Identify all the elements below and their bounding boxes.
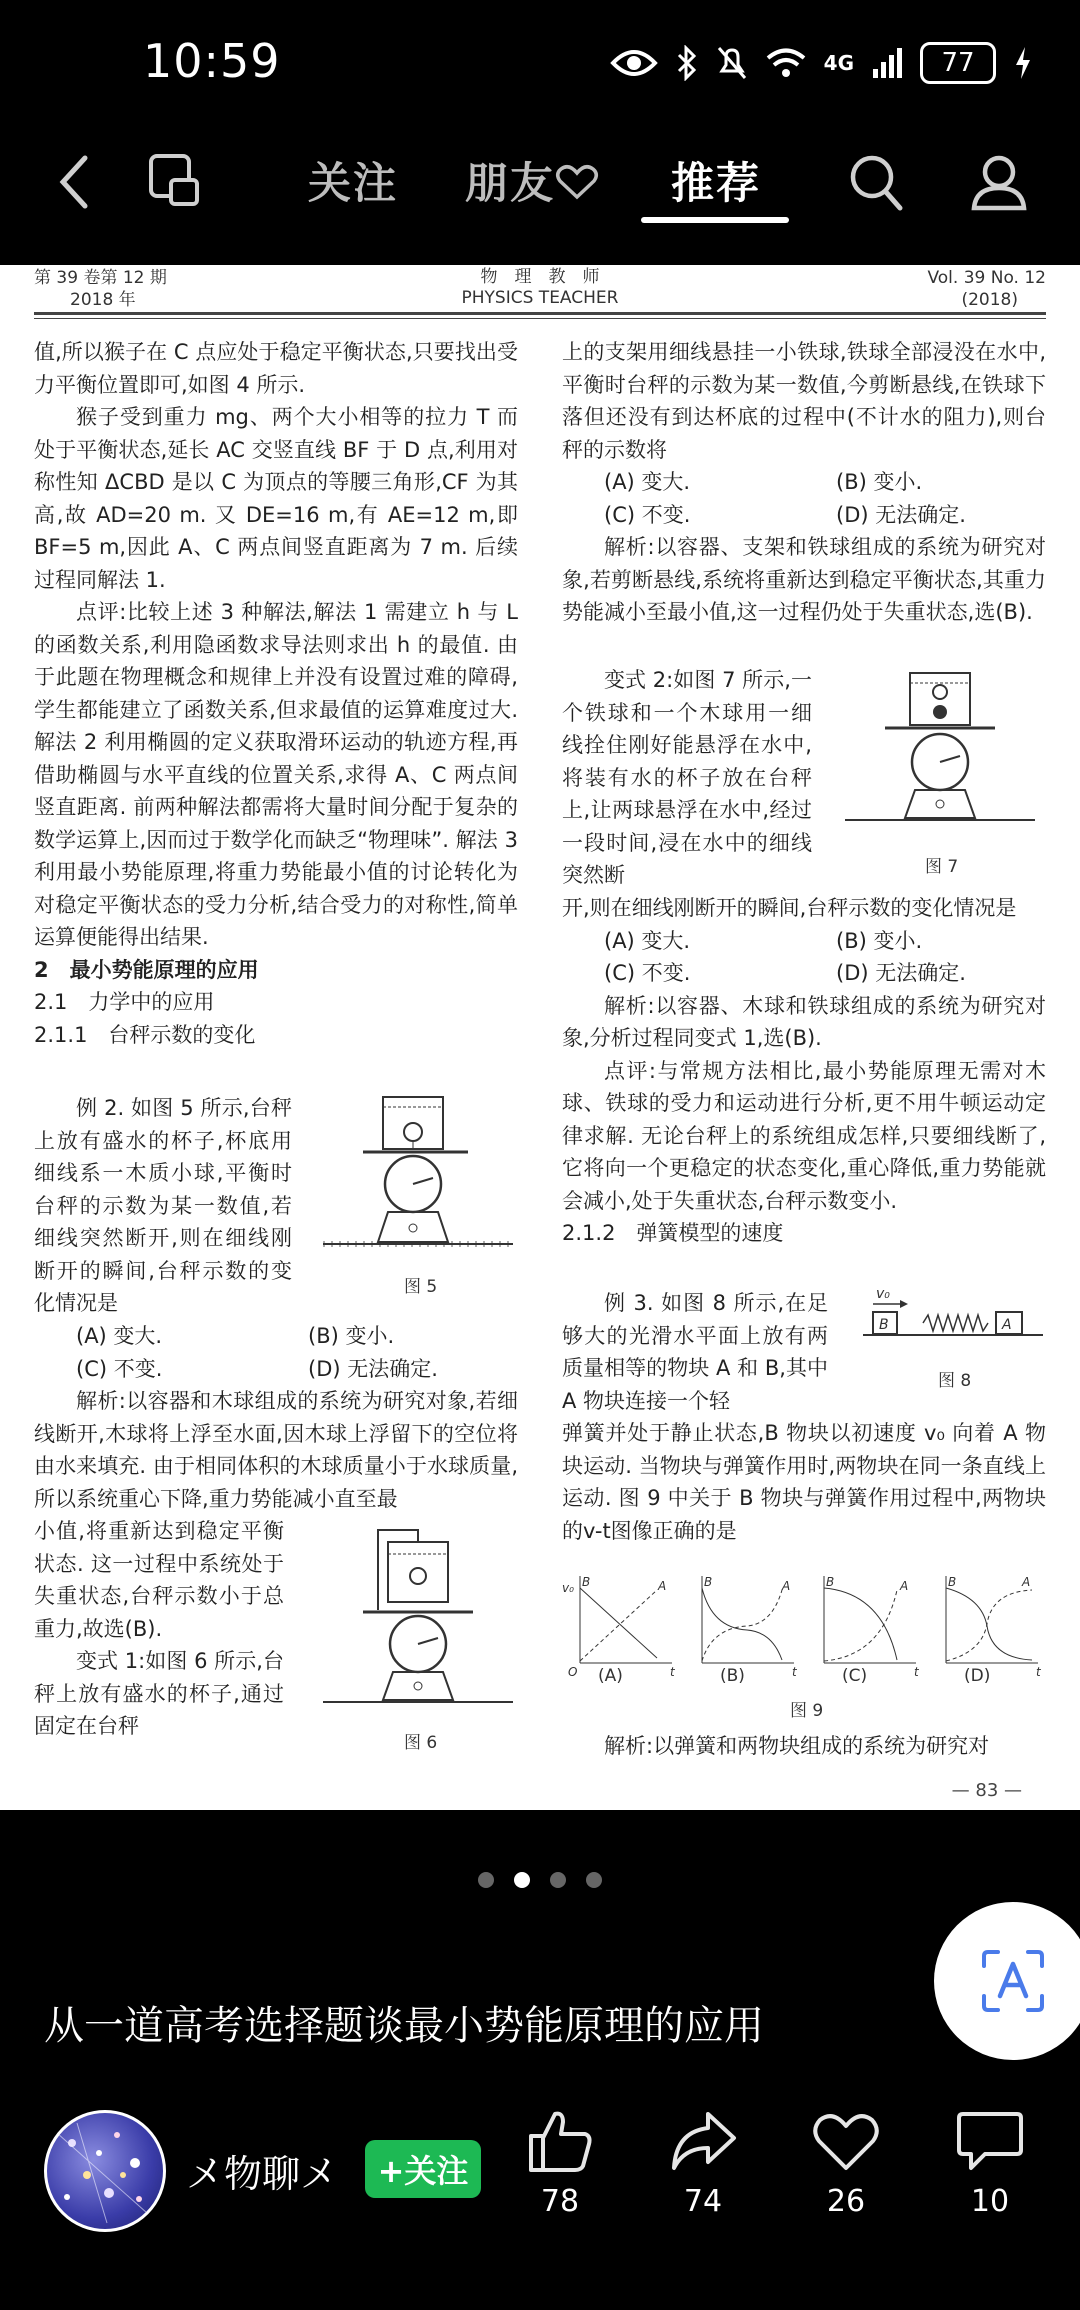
figure-9-caption: 图 9	[790, 1701, 824, 1721]
svg-text:A: A	[782, 1579, 791, 1593]
figure-7-diagram	[840, 668, 1040, 838]
paragraph: 解析:以容器和木球组成的系统为研究对象,若细线断开,木球将上浮至水面,因木球上浮留下的空位将由水来填充. 由于相同体积的木球质量小于水球质量,所以系统重心下降,重力势能减小直至最	[34, 1389, 518, 1511]
tab-friends[interactable]	[465, 150, 599, 211]
header-rule	[34, 312, 1046, 315]
author-avatar[interactable]	[44, 2110, 166, 2232]
example-3-text	[562, 1287, 828, 1417]
journal-title-cn: 物 理 教 师	[480, 267, 600, 287]
comment-button[interactable]	[940, 2108, 1040, 2219]
carousel-indicator	[0, 1872, 1080, 1888]
journal-title-en: PHYSICS TEACHER	[461, 288, 619, 308]
svg-text:A: A	[900, 1579, 909, 1593]
text-scan-icon	[978, 1946, 1048, 2016]
graph-a	[562, 1575, 676, 1679]
right-column-top	[562, 336, 1046, 629]
paragraph: 开,则在细线刚断开的瞬间,台秤示数的变化情况是	[562, 896, 1017, 920]
option-d: (D) 无法确定.	[308, 1356, 438, 1381]
paragraph: 变式 1:如图 6 所示,台秤上放有盛水的杯子,通过固定在台秤	[34, 1649, 284, 1738]
svg-text:t: t	[792, 1665, 797, 1679]
volume-line: 第 39 卷第 12 期	[34, 268, 167, 288]
paragraph: 变式 2:如图 7 所示,一个铁球和一个木球用一细线拴住刚好能悬浮在水中,将装有水的杯子放在台秤上,让两球悬浮在水中,经过一段时间,浸在水中的细线突然断	[562, 668, 812, 887]
signal-icon	[872, 47, 902, 79]
wifi-icon	[766, 47, 806, 79]
paragraph: 点评:与常规方法相比,最小势能原理无需对木球、铁球的受力和运动进行分析,更不用牛顿运动定律求解. 无论台秤上的系统组成怎样,只要细线断了,它将向一个更稳定的状态变化,重心降低,重力势能就会减小,处于失重状态,台秤示数变小.	[562, 1058, 1046, 1213]
author-name[interactable]: メ物聊メ	[186, 2152, 339, 2196]
graph-b-label: (B)	[720, 1666, 745, 1686]
profile-icon[interactable]	[970, 152, 1028, 212]
back-icon[interactable]	[55, 152, 95, 212]
option-c: (C) 不变.	[604, 961, 691, 985]
svg-text:t: t	[670, 1665, 675, 1679]
eye-icon	[610, 47, 658, 79]
tab-follow[interactable]: 关注	[308, 159, 398, 209]
figure-8-diagram	[858, 1284, 1048, 1344]
figure-7-caption: 图 7	[925, 857, 959, 877]
option-c: (C) 不变.	[76, 1356, 163, 1381]
tab-recommend[interactable]: 推荐	[671, 159, 761, 209]
svg-text:B: B	[704, 1575, 713, 1589]
option-d: (D) 无法确定.	[836, 502, 966, 527]
figure-6-caption: 图 6	[404, 1733, 438, 1753]
example-2-text	[34, 1092, 292, 1320]
graph-c	[824, 1575, 920, 1679]
svg-text:A: A	[1002, 1317, 1012, 1333]
carousel-dot-active[interactable]	[514, 1872, 530, 1888]
right-column-bottom	[562, 1730, 1046, 1763]
figure-8-caption: 图 8	[938, 1371, 972, 1391]
tab-friends-label: 朋友	[465, 159, 555, 209]
section-heading: 2.1 力学中的应用	[34, 990, 215, 1014]
header-rule-thin	[34, 318, 1046, 319]
option-a: (A) 变大.	[76, 1324, 163, 1348]
search-icon[interactable]	[848, 152, 904, 212]
battery-indicator: 77	[920, 42, 996, 84]
favorite-button[interactable]	[796, 2108, 896, 2219]
favorite-count: 26	[826, 2184, 866, 2219]
left-column-top	[34, 336, 518, 1051]
figure-5-diagram	[318, 1092, 518, 1252]
option-b: (B) 变小.	[836, 928, 923, 953]
graph-d-label: (D)	[964, 1666, 991, 1686]
carousel-dot[interactable]	[550, 1872, 566, 1888]
svg-text:B: B	[948, 1575, 957, 1589]
status-time: 10:59	[143, 34, 281, 88]
svg-text:O: O	[568, 1665, 578, 1679]
journal-volume-en	[927, 267, 1046, 311]
figure-6-diagram	[318, 1520, 518, 1710]
collection-icon[interactable]	[147, 152, 203, 208]
status-icons	[610, 40, 1032, 86]
svg-text:A: A	[1022, 1575, 1031, 1589]
network-type: 4G	[823, 51, 854, 75]
option-a: (A) 变大.	[604, 470, 691, 494]
share-arrow-icon	[668, 2108, 738, 2174]
right-column-middle	[562, 892, 1046, 1250]
paragraph: 值,所以猴子在 C 点应处于稳定平衡状态,只要找出受力平衡位置即可,如图 4 所示.	[34, 340, 518, 397]
svg-text:B: B	[879, 1317, 889, 1333]
journal-title	[0, 267, 1080, 309]
year-en-line: (2018)	[961, 290, 1018, 310]
carousel-dot[interactable]	[478, 1872, 494, 1888]
paragraph: 解析:以容器、支架和铁球组成的系统为研究对象,若剪断悬线,系统将重新达到稳定平衡状态,其重力势能减小至最小值,这一过程仍处于失重状态,选(B).	[562, 535, 1046, 624]
volume-en-line: Vol. 39 No. 12	[927, 268, 1046, 288]
follow-button[interactable]: +关注	[365, 2140, 481, 2198]
mute-bell-icon	[716, 45, 748, 81]
heart-outline-icon	[555, 164, 599, 200]
variant-2-text	[562, 664, 812, 892]
svg-text:t: t	[914, 1665, 919, 1679]
graph-a-label: (A)	[598, 1666, 623, 1686]
graph-b	[702, 1575, 798, 1679]
text-recognition-button[interactable]	[934, 1902, 1080, 2060]
like-button[interactable]	[510, 2108, 610, 2219]
paragraph: 例 3. 如图 8 所示,在足够大的光滑水平面上放有两质量相等的物块 A 和 B,其中 A 物块连接一个轻	[562, 1291, 828, 1413]
option-a: (A) 变大.	[604, 928, 691, 953]
year-line: 2018 年	[70, 290, 136, 310]
solution-2-continued	[34, 1515, 284, 1743]
section-heading: 2.1.1 台秤示数的变化	[34, 1022, 256, 1047]
paragraph: 例 2. 如图 5 所示,台秤上放有盛水的杯子,杯底用细线系一木质小球,平衡时台秤的示数为某一数值,若细线突然断开,则在细线刚断开的瞬间,台秤示数的变化情况是	[34, 1096, 292, 1315]
paragraph: 上的支架用细线悬挂一小铁球,铁球全部浸没在水中,平衡时台秤的示数为某一数值,今剪断悬线,在铁球下落但还没有到达杯底的过程中(不计水的阻力),则台秤的示数将	[562, 340, 1046, 462]
heart-icon	[811, 2108, 881, 2174]
svg-text:A: A	[658, 1579, 667, 1593]
top-navigation	[0, 140, 1080, 240]
post-title[interactable]: 从一道高考选择题谈最小势能原理的应用	[44, 2003, 764, 2049]
carousel-dot[interactable]	[586, 1872, 602, 1888]
option-b: (B) 变小.	[836, 470, 923, 494]
section-heading: 2.1.2 弹簧模型的速度	[562, 1221, 784, 1245]
paragraph: 猴子受到重力 mg、两个大小相等的拉力 T 而处于平衡状态,延长 AC 交竖直线 BF 于 D 点,利用对称性知 ΔCBD 是以 C 为顶点的等腰三角形,CF 为其高,故 AD=20 m. 又 DE=16 m,有 AE=12 m,即 BF=5 m,因此 A、C 两点间竖直距离为 7 m. 后续过程同解法 1.	[34, 405, 518, 592]
page-number: — 83 —	[951, 1780, 1022, 1801]
section-heading: 2 最小势能原理的应用	[34, 957, 259, 982]
charging-icon	[1014, 46, 1032, 80]
example-3-continued	[562, 1417, 1046, 1547]
share-count: 74	[683, 2184, 723, 2219]
graph-c-label: (C)	[842, 1666, 868, 1686]
paragraph: 小值,将重新达到稳定平衡状态. 这一过程中系统处于失重状态,台秤示数小于总重力,故选(B).	[34, 1519, 284, 1641]
svg-text:t: t	[1036, 1665, 1041, 1679]
figure-5-caption: 图 5	[404, 1277, 438, 1297]
option-b: (B) 变小.	[308, 1324, 395, 1348]
option-d: (D) 无法确定.	[836, 961, 966, 985]
graph-d	[946, 1575, 1042, 1679]
svg-text:B: B	[582, 1575, 591, 1589]
share-button[interactable]	[653, 2108, 753, 2219]
paragraph: 点评:比较上述 3 种解法,解法 1 需建立 h 与 L 的函数关系,利用隐函数求导法则求出 h 的最值. 由于此题在物理概念和规律上并没有设置过难的障碍,学生都能建立了函数关系,但求最值的运算难度过大. 解法 2 利用椭圆的定义获取滑环运动的轨迹方程,再借助椭圆与水平直线的位置关系,求得 A、C 两点间竖直距离. 前两种解法都需将大量时间分配于复杂的数学运算上,因而过于数学化而缺乏“物理味”. 解法 3 利用最小势能原理,将重力势能最小值的讨论转化为对稳定平衡状态的受力分析,结合受力的对称性,简单运算便能得出结果.	[34, 600, 518, 949]
comment-icon	[955, 2108, 1025, 2174]
svg-text:v₀: v₀	[562, 1581, 574, 1595]
paragraph: 解析:以容器、木球和铁球组成的系统为研究对象,分析过程同变式 1,选(B).	[562, 993, 1046, 1050]
paragraph: 解析:以弹簧和两物块组成的系统为研究对	[604, 1734, 990, 1758]
paragraph: 弹簧并处于静止状态,B 物块以初速度 v₀ 向着 A 物块运动. 当物块与弹簧作用时,两物块在同一条直线上运动. 图 9 中关于 B 物块与弹簧作用过程中,两物块的v-t图像正确的是	[562, 1421, 1046, 1543]
example-2-options	[34, 1320, 518, 1515]
svg-text:v₀: v₀	[876, 1286, 890, 1302]
avatar-image	[47, 2113, 163, 2229]
like-count: 78	[540, 2184, 580, 2219]
active-tab-indicator	[641, 217, 789, 223]
comment-count: 10	[970, 2184, 1010, 2219]
svg-text:B: B	[826, 1575, 835, 1589]
option-c: (C) 不变.	[604, 502, 691, 527]
thumbs-up-icon	[525, 2108, 595, 2174]
bluetooth-icon	[676, 45, 698, 81]
